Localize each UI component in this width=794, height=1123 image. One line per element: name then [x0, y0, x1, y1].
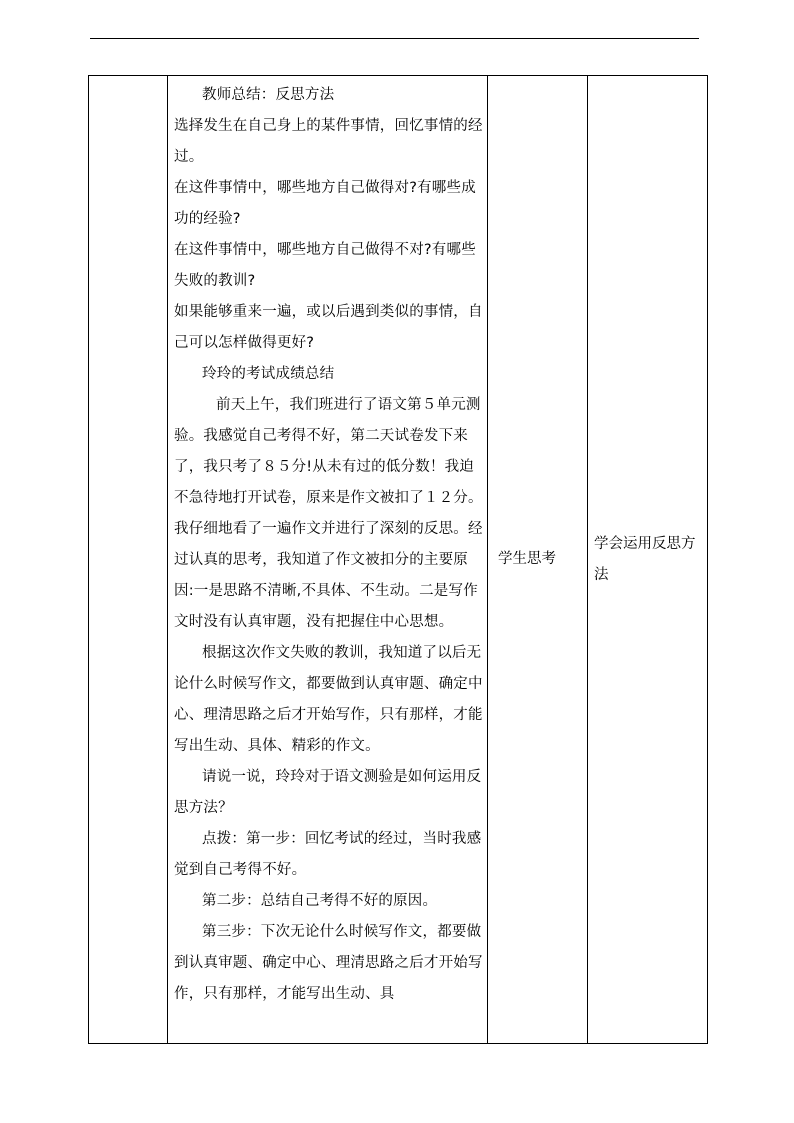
- header-rule: [90, 38, 699, 39]
- lesson-table: [88, 75, 708, 1044]
- teaching-content-cell: [168, 76, 488, 1044]
- paragraph: 在这件事情中，哪些地方自己做得对?有哪些成功的经验?: [174, 180, 476, 227]
- paragraph: 前天上午，我们班进行了语文第５单元测验。我感觉自己考得不好，第二天试卷发下来了，我只考了８５分!从未有过的低分数！我迫不急待地打开试卷，原来是作文被扣了１２分。我仔细地看了一遍作文并进行了深刻的反思。经过认真的思考，我知道了作文被扣分的主要原因:一是思路不清晰,不具体、不生动。二是写作文时没有认真审题，没有把握住中心思想。: [174, 397, 483, 630]
- student-activity-text: 学生思考: [498, 551, 556, 567]
- design-intent-text: 学会运用反思方法: [594, 535, 696, 583]
- paragraph: 教师总结：反思方法: [202, 87, 335, 103]
- paragraph: 第二步：总结自己考得不好的原因。: [202, 893, 438, 909]
- table-row: [89, 76, 708, 1044]
- paragraph: 如果能够重来一遍，或以后遇到类似的事情，自己可以怎样做得更好?: [174, 304, 483, 351]
- paragraph: 在这件事情中，哪些地方自己做得不对?有哪些失败的教训?: [174, 242, 476, 289]
- design-intent-cell: [588, 76, 708, 1044]
- segment-cell: [89, 76, 168, 1044]
- paragraph: 点拨：第一步：回忆考试的经过，当时我感觉到自己考得不好。: [174, 831, 482, 878]
- paragraph: 请说一说，玲玲对于语文测验是如何运用反思方法？: [174, 769, 482, 816]
- paragraph: 根据这次作文失败的教训，我知道了以后无论什么时候写作文，都要做到认真审题、确定中心、理清思路之后才开始写作，只有那样，才能写出生动、具体、精彩的作文。: [174, 645, 483, 754]
- student-activity-cell: [488, 76, 588, 1044]
- paragraph: 选择发生在自己身上的某件事情，回忆事情的经过。: [174, 118, 483, 165]
- paragraph: 第三步：下次无论什么时候写作文，都要做到认真审题、确定中心、理清思路之后才开始写作，只有那样，才能写出生动、具: [174, 924, 483, 1002]
- paragraph: 玲玲的考试成绩总结: [202, 366, 335, 382]
